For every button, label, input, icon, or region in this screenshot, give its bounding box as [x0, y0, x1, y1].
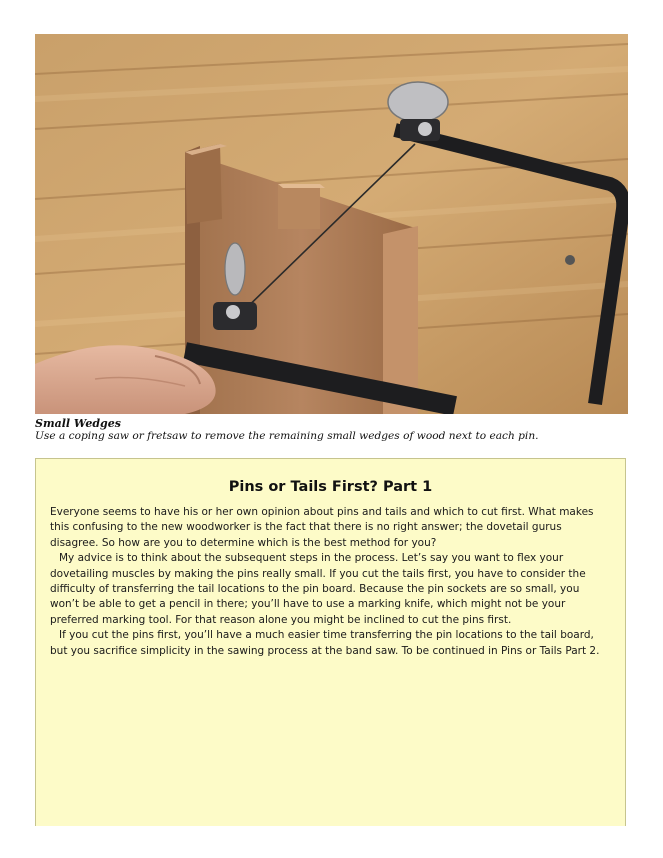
sidebar-paragraph: Everyone seems to have his or her own opinion about pins and tails and which to cut first. What makes this confusing to the new woodworker is the fact that there is no right answer; the dovetail gurus disagree. So how are you to determine which is the best method for you?	[50, 506, 594, 549]
coping-saw-illustration	[35, 34, 628, 414]
sidebar-box	[35, 458, 626, 826]
sidebar-paragraph: My advice is to think about the subsequent steps in the process. Let’s say you want to flex your dovetailing muscles by making the pins really small. If you cut the tails first, you have to consider the difficulty of transferring the tail locations to the pin board. Because the pin sockets are so small, you won’t be able to get a pencil in there; you’ll have to use a marking knife, which might not be your preferred marking tool. For that reason alone you might be inclined to cut the pins first.	[50, 552, 586, 626]
caption-title: Small Wedges	[35, 417, 121, 430]
sidebar-body	[36, 505, 625, 659]
sidebar-paragraph: If you cut the pins first, you’ll have a much easier time transferring the pin locations to the tail board, but you sacrifice simplicity in the sawing process at the band saw. To be continued in Pins or Tails Part 2.	[50, 629, 600, 657]
caption-text: Use a coping saw or fretsaw to remove the remaining small wedges of wood next to each pin.	[35, 430, 539, 442]
photo-caption	[35, 417, 635, 443]
sidebar-title: Pins or Tails First? Part 1	[228, 479, 433, 495]
coping-saw-photo	[35, 34, 628, 414]
